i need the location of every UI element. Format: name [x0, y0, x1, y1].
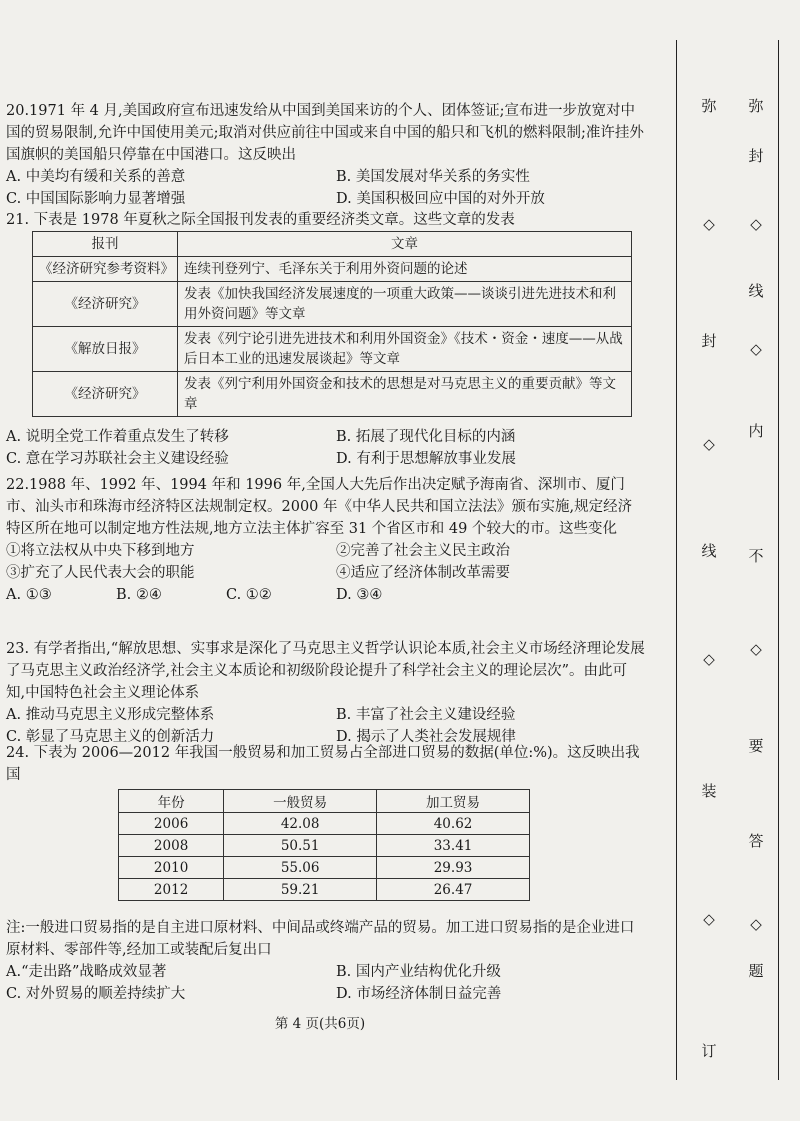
question-stem: 22.1988 年、1992 年、1994 年和 1996 年,全国人大先后作出决定赋予海南省、深圳市、厦门市、汕头市和珠海市经济特区法规制定权。2000 年《中华人民共和国立法法》颁布实施,规定经济特区所在地可以制定地方性法规,地方立法主体扩容至 31 个省区市和 49 个较大的市。这些变化	[6, 477, 633, 537]
header-journal: 报刊	[33, 232, 178, 257]
option-a[interactable]: A. ①③	[6, 587, 52, 603]
question-21-options	[6, 426, 646, 470]
binding-char: 弥	[748, 97, 764, 115]
year-cell: 2008	[119, 835, 224, 857]
table-note: 注:一般进口贸易指的是自主进口原材料、中间品或终端产品的贸易。加工进口贸易指的是企业进口原材料、零部件等,经加工或装配后复出口	[6, 920, 635, 958]
article-cell: 连续刊登列宁、毛泽东关于利用外资问题的论述	[178, 257, 632, 282]
statements	[6, 540, 646, 584]
value-cell: 40.62	[377, 813, 530, 835]
value-cell: 33.41	[377, 835, 530, 857]
options	[6, 426, 646, 470]
option-d[interactable]: D. 有利于思想解放事业发展	[336, 451, 516, 467]
articles-table	[32, 231, 632, 417]
option-c[interactable]: C. 彰显了马克思主义的创新活力	[6, 729, 215, 745]
option-b[interactable]: B. 国内产业结构优化升级	[336, 964, 501, 980]
table-header-row	[33, 232, 632, 257]
article-cell: 发表《列宁论引进先进技术和利用外国资金》《技术・资金・速度——从战后日本工业的迅速发展谈起》等文章	[178, 327, 632, 372]
option-a[interactable]: A. 推动马克思主义形成完整体系	[6, 707, 215, 723]
options	[6, 166, 646, 210]
question-23	[6, 638, 646, 748]
value-cell: 26.47	[377, 879, 530, 901]
binding-char: 弥	[701, 97, 717, 115]
year-cell: 2010	[119, 857, 224, 879]
binding-char: 内	[748, 422, 764, 440]
binding-char: 题	[748, 962, 764, 980]
header-general: 一般贸易	[224, 790, 377, 813]
binding-char: 不	[748, 547, 764, 565]
binding-line-right	[778, 40, 779, 1080]
value-cell: 55.06	[224, 857, 377, 879]
option-b[interactable]: B. 丰富了社会主义建设经验	[336, 707, 516, 723]
table-row	[33, 282, 632, 327]
binding-char: 订	[701, 1042, 717, 1060]
option-d[interactable]: D. 揭示了人类社会发展规律	[336, 729, 516, 745]
journal-cell: 《解放日报》	[33, 327, 178, 372]
table-row	[33, 327, 632, 372]
diamond-icon: ◇	[703, 435, 715, 453]
question-stem: 21. 下表是 1978 年夏秋之际全国报刊发表的重要经济类文章。这些文章的发表	[6, 212, 515, 228]
question-20	[6, 100, 646, 210]
binding-char: 封	[701, 332, 717, 350]
option-c[interactable]: C. ①②	[226, 587, 272, 603]
header-year: 年份	[119, 790, 224, 813]
table-header-row	[119, 790, 530, 813]
binding-char: 线	[748, 282, 764, 300]
option-a[interactable]: A. 说明全党工作着重点发生了转移	[6, 429, 229, 445]
option-b[interactable]: B. 拓展了现代化目标的内涵	[336, 429, 516, 445]
question-stem: 23. 有学者指出,“解放思想、实事求是深化了马克思主义哲学认识论本质,社会主义市场经济理论发展了马克思主义政治经济学,社会主义本质论和初级阶段论提升了科学社会主义的理论层次”。由此可知,中国特色社会主义理论体系	[6, 641, 645, 701]
statement-2: ②完善了社会主义民主政治	[336, 543, 510, 559]
question-22	[6, 474, 646, 606]
header-processing: 加工贸易	[377, 790, 530, 813]
diamond-icon: ◇	[703, 910, 715, 928]
statement-1: ①将立法权从中央下移到地方	[6, 543, 195, 559]
statement-4: ④适应了经济体制改革需要	[336, 565, 510, 581]
option-c[interactable]: C. 中国国际影响力显著增强	[6, 191, 186, 207]
binding-char: 封	[748, 147, 764, 165]
binding-char: 线	[701, 542, 717, 560]
option-d[interactable]: D. ③④	[336, 587, 383, 603]
article-cell: 发表《加快我国经济发展速度的一项重大政策——谈谈引进先进技术和利用外资问题》等文章	[178, 282, 632, 327]
value-cell: 59.21	[224, 879, 377, 901]
page-footer: 第 4 页(共6页)	[274, 1016, 366, 1032]
options	[6, 961, 646, 1005]
diamond-icon: ◇	[750, 215, 762, 233]
table-row	[119, 857, 530, 879]
binding-strip	[668, 40, 788, 1080]
question-21	[6, 209, 646, 231]
option-d[interactable]: D. 美国积极回应中国的对外开放	[336, 191, 545, 207]
option-b[interactable]: B. ②④	[116, 587, 162, 603]
binding-line-left	[676, 40, 677, 1080]
option-c[interactable]: C. 对外贸易的顺差持续扩大	[6, 986, 186, 1002]
question-stem: 20.1971 年 4 月,美国政府宣布迅速发给从中国到美国来访的个人、团体签证;宣布进一步放宽对中国的贸易限制,允许中国使用美元;取消对供应前往中国或来自中国的船只和飞机的燃料限制;准许挂外国旗帜的美国船只停靠在中国港口。这反映出	[6, 103, 644, 163]
binding-char: 答	[748, 832, 764, 850]
trade-table	[118, 789, 530, 901]
diamond-icon: ◇	[703, 215, 715, 233]
diamond-icon: ◇	[750, 915, 762, 933]
options	[6, 584, 646, 606]
journal-cell: 《经济研究》	[33, 282, 178, 327]
question-24	[6, 742, 646, 786]
article-cell: 发表《列宁利用外国资金和技术的思想是对马克思主义的重要贡献》等文章	[178, 372, 632, 417]
journal-cell: 《经济研究参考资料》	[33, 257, 178, 282]
option-d[interactable]: D. 市场经济体制日益完善	[336, 986, 502, 1002]
table-row	[33, 372, 632, 417]
table-row	[33, 257, 632, 282]
journal-cell: 《经济研究》	[33, 372, 178, 417]
diamond-icon: ◇	[703, 650, 715, 668]
question-24-rest	[6, 917, 646, 1005]
value-cell: 29.93	[377, 857, 530, 879]
option-b[interactable]: B. 美国发展对华关系的务实性	[336, 169, 530, 185]
year-cell: 2006	[119, 813, 224, 835]
table-row	[119, 879, 530, 901]
value-cell: 50.51	[224, 835, 377, 857]
binding-char: 装	[701, 782, 717, 800]
option-a[interactable]: A. 中美均有缓和关系的善意	[6, 169, 186, 185]
value-cell: 42.08	[224, 813, 377, 835]
diamond-icon: ◇	[750, 340, 762, 358]
year-cell: 2012	[119, 879, 224, 901]
table-row	[119, 835, 530, 857]
statement-3: ③扩充了人民代表大会的职能	[6, 565, 195, 581]
header-article: 文章	[178, 232, 632, 257]
table-row	[119, 813, 530, 835]
binding-char: 要	[748, 737, 764, 755]
option-a[interactable]: A.“走出路”战略成效显著	[6, 964, 167, 980]
option-c[interactable]: C. 意在学习苏联社会主义建设经验	[6, 451, 229, 467]
diamond-icon: ◇	[750, 640, 762, 658]
question-stem: 24. 下表为 2006—2012 年我国一般贸易和加工贸易占全部进口贸易的数据(单位:%)。这反映出我国	[6, 745, 640, 783]
